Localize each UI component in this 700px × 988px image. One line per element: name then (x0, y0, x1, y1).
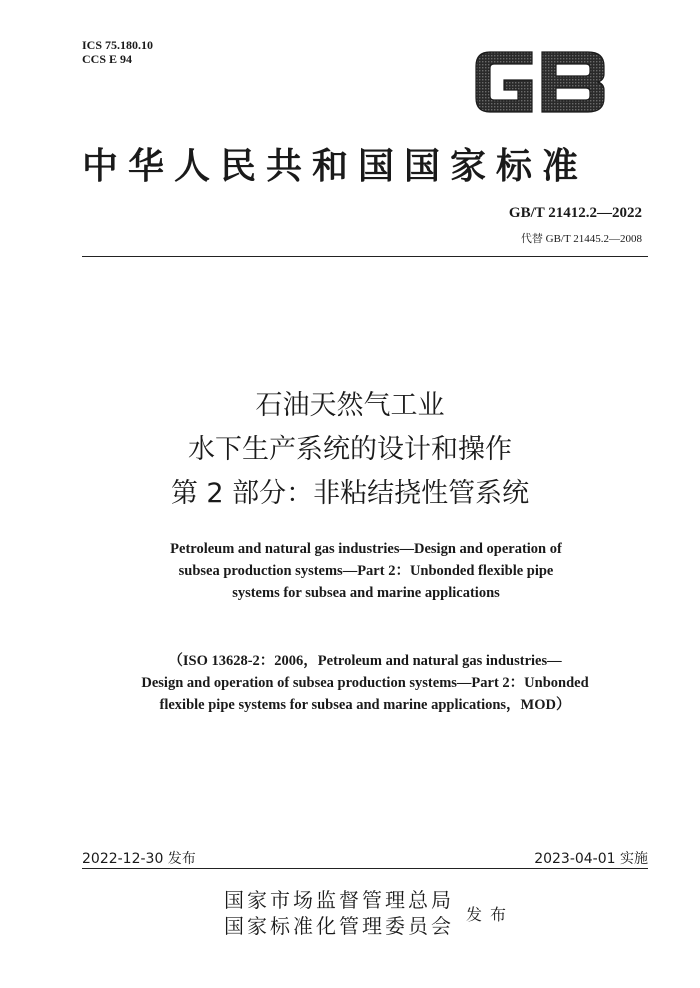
issuer-1: 国家市场监督管理总局 (224, 888, 454, 912)
issue-date: 2022-12-30 发布 (82, 851, 196, 867)
iso-line-2: Design and operation of subsea production systems—Part 2：Unbonded (141, 675, 589, 691)
top-divider (82, 256, 648, 257)
logo-text: GB (470, 46, 472, 47)
issuer-2: 国家标准化管理委员会 (224, 914, 454, 938)
national-standard-heading: 中华人民共和国国家标准 (82, 145, 589, 187)
title-english (0, 538, 700, 604)
issuing-authorities (224, 887, 454, 939)
title-en-line-3: systems for subsea and marine applications (232, 585, 500, 601)
title-en-line-2: subsea production systems—Part 2：Unbonded flexible pipe (178, 563, 554, 579)
replaces-note: 代替 GB/T 21445.2—2008 (520, 233, 642, 245)
iso-line-3: flexible pipe systems for subsea and marine applications，MOD） (159, 697, 571, 713)
title-chinese (0, 384, 700, 516)
title-cn-line-3: 第 2 部分：非粘结挠性管系统 (170, 478, 530, 509)
iso-line-1: （ISO 13628-2：2006，Petroleum and natural gas industries— (168, 653, 562, 669)
effective-date: 2023-04-01 实施 (534, 851, 648, 867)
standard-number: GB/T 21412.2—2022 (508, 205, 642, 221)
title-en-line-1: Petroleum and natural gas industries—Design and operation of (170, 541, 562, 557)
iso-reference (0, 650, 700, 716)
issue-label: 发布 (466, 905, 515, 924)
title-cn-line-2: 水下生产系统的设计和操作 (188, 434, 512, 465)
ics-code: ICS 75.180.10 (82, 38, 154, 52)
ccs-code: CCS E 94 (82, 52, 133, 66)
gb-logo (470, 46, 610, 118)
classification-codes (82, 38, 153, 66)
title-cn-line-1: 石油天然气工业 (255, 390, 445, 421)
bottom-divider (82, 868, 648, 869)
